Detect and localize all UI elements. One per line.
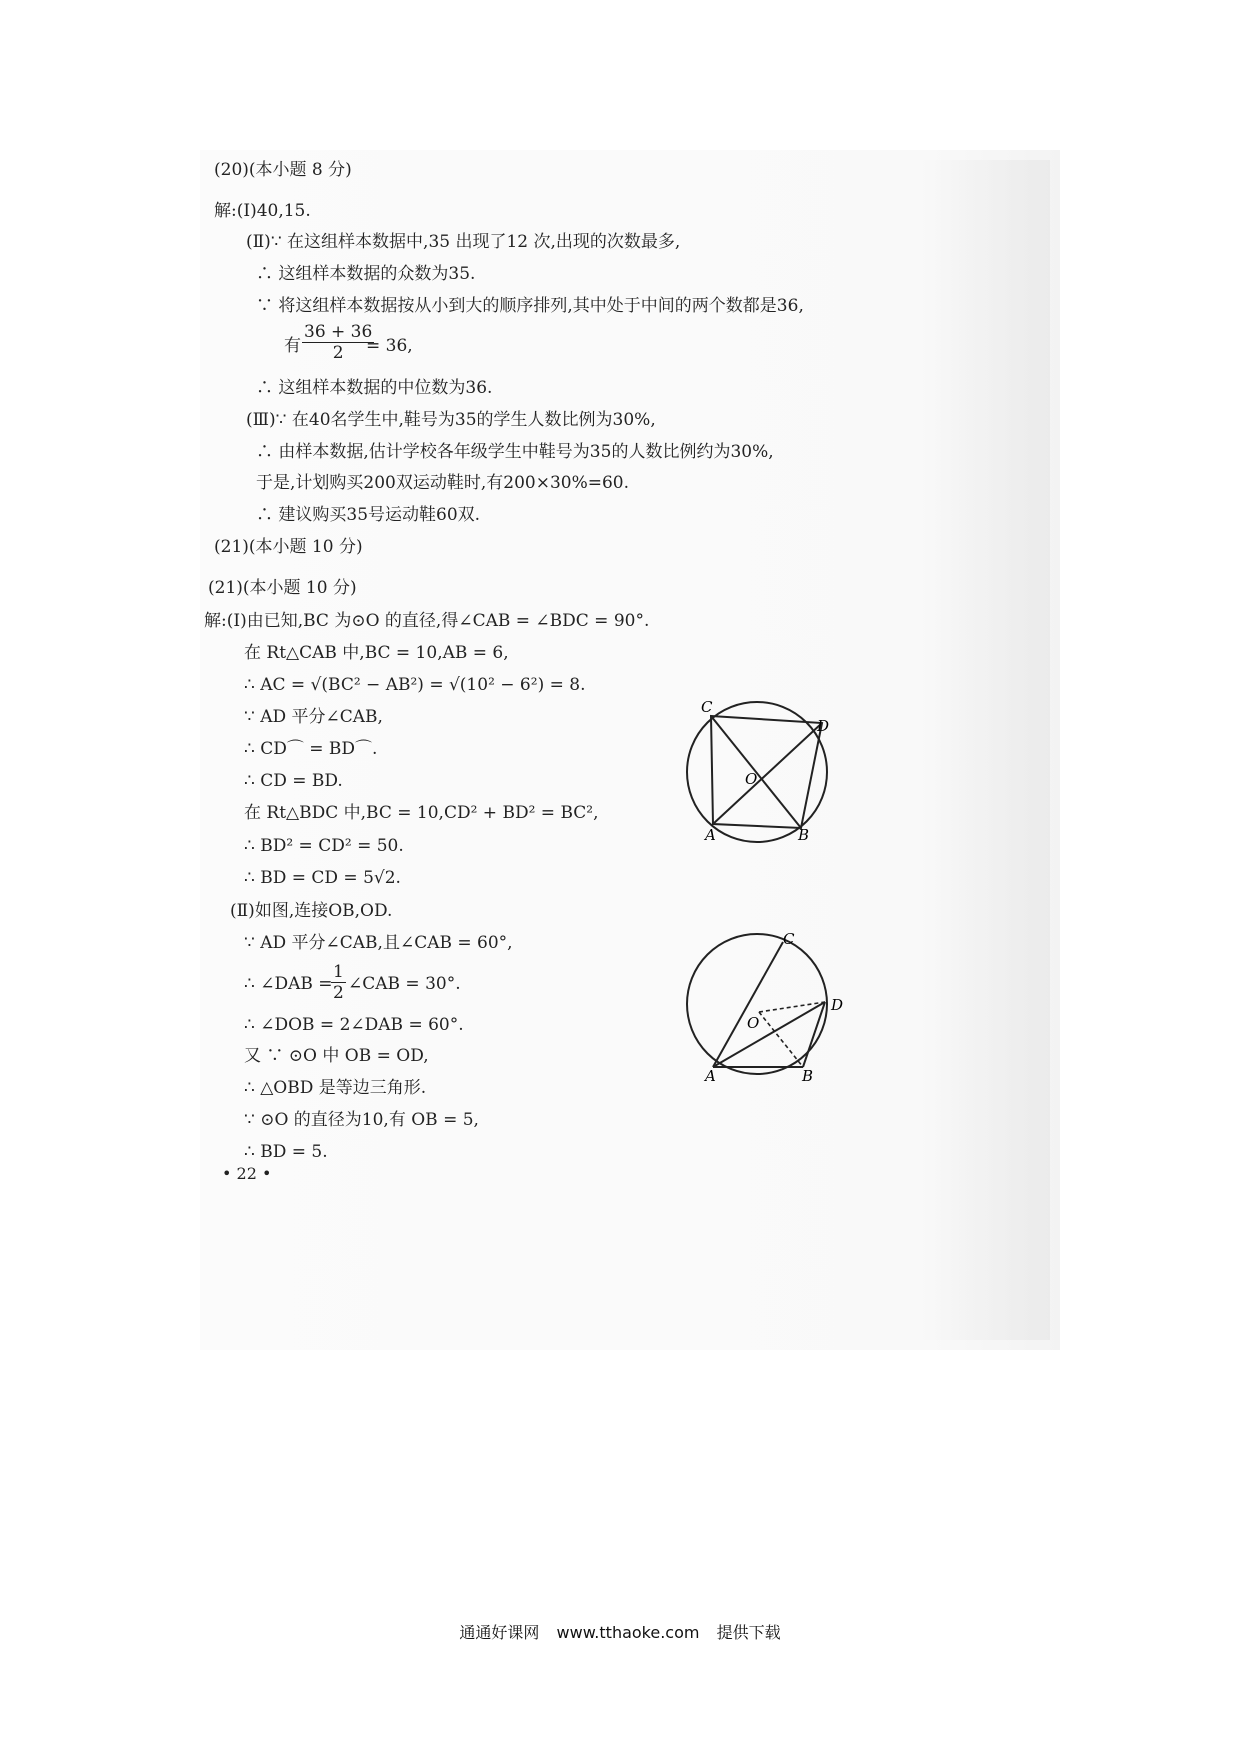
q20-part2-sort: ∵ 将这组样本数据按从小到大的顺序排列,其中处于中间的两个数都是36, [256,296,804,316]
q21-part2-dab-suffix: ∠CAB = 30°. [348,974,461,994]
figure-2-circle-diagram [675,932,875,1092]
q21-part2-line1: (Ⅱ)如图,连接OB,OD. [230,901,393,921]
q21-part2-dab-prefix: ∴ ∠DAB = [244,974,333,994]
q20-part2-mode: ∴ 这组样本数据的众数为35. [256,264,476,284]
q21-part2-radius: ∵ ⊙O 的直径为10,有 OB = 5, [244,1110,479,1130]
q21-header-repeat: (21)(本小题 10 分) [214,537,363,557]
figure-1-label-a: A [705,826,716,844]
figure-1-label-b: B [798,826,810,844]
q21-part1-squares: ∴ BD² = CD² = 50. [244,836,404,856]
q21-part2-ob-od: 又 ∵ ⊙O 中 OB = OD, [244,1046,429,1066]
footer-url-link[interactable]: www.tthaoke.com [556,1623,700,1642]
figure-2-label-b: B [802,1067,814,1085]
q20-median-prefix: 有 [284,336,301,356]
fraction-numerator: 36 + 36 [304,322,373,342]
figure-2-label-o: O [747,1014,760,1032]
figure-1-label-c: C [701,698,713,716]
fraction-denominator: 2 [332,343,344,363]
q21-part1-ac: ∴ AC = √(BC² − AB²) = √(10² − 6²) = 8. [244,675,586,695]
page-footer [0,1620,1240,1643]
q20-part3-calc: 于是,计划购买200双运动鞋时,有200×30%=60. [256,473,630,493]
footer-site-name: 通通好课网 [459,1623,540,1642]
q20-part3-line1: (Ⅲ)∵ 在40名学生中,鞋号为35的学生人数比例为30%, [246,410,656,430]
q21-part1-bisect: ∵ AD 平分∠CAB, [244,707,383,727]
q21-part2-dob: ∴ ∠DOB = 2∠DAB = 60°. [244,1015,464,1035]
scan-edge-shadow [920,160,1050,1340]
q21-part1-result: ∴ BD = CD = 5√2. [244,868,401,888]
q21-part1-line1: 解:(Ⅰ)由已知,BC 为⊙O 的直径,得∠CAB = ∠BDC = 90°. [204,611,650,631]
q20-part3-conclusion: ∴ 建议购买35号运动鞋60双. [256,505,481,525]
page-number: • 22 • [222,1164,272,1183]
fraction-numerator: 1 [333,962,344,982]
q20-median-result: = 36, [366,336,413,356]
figure-2-label-a: A [705,1067,716,1085]
q21-part2-conclusion: ∴ BD = 5. [244,1142,328,1162]
q21-part1-arcs: ∴ CD⌒ = BD⌒. [244,739,378,759]
q21-half-fraction [331,962,346,1003]
figure-1-label-o: O [745,770,758,788]
q20-answer-part1: 解:(Ⅰ)40,15. [214,201,311,221]
figure-1-circle-diagram [675,700,875,870]
q21-header: (21)(本小题 10 分) [208,578,357,598]
figure-2-label-d: D [831,996,844,1014]
fraction-denominator: 2 [333,983,344,1003]
figure-1-label-d: D [817,717,830,735]
q21-part2-equilateral: ∴ △OBD 是等边三角形. [244,1078,427,1098]
q21-part1-line2: 在 Rt△CAB 中,BC = 10,AB = 6, [244,643,509,663]
q20-part3-estimate: ∴ 由样本数据,估计学校各年级学生中鞋号为35的人数比例约为30%, [256,442,774,462]
q21-part1-bdc: 在 Rt△BDC 中,BC = 10,CD² + BD² = BC², [244,803,599,823]
q20-median-fraction [302,322,374,363]
q21-part2-bisect: ∵ AD 平分∠CAB,且∠CAB = 60°, [244,933,513,953]
footer-download-text: 提供下载 [716,1623,781,1642]
q20-header: (20)(本小题 8 分) [214,160,352,180]
q20-part2-line1: (Ⅱ)∵ 在这组样本数据中,35 出现了12 次,出现的次数最多, [246,232,681,252]
figure-2-label-c: C [783,930,795,948]
q20-part2-median: ∴ 这组样本数据的中位数为36. [256,378,493,398]
q21-part1-chords: ∴ CD = BD. [244,771,343,791]
